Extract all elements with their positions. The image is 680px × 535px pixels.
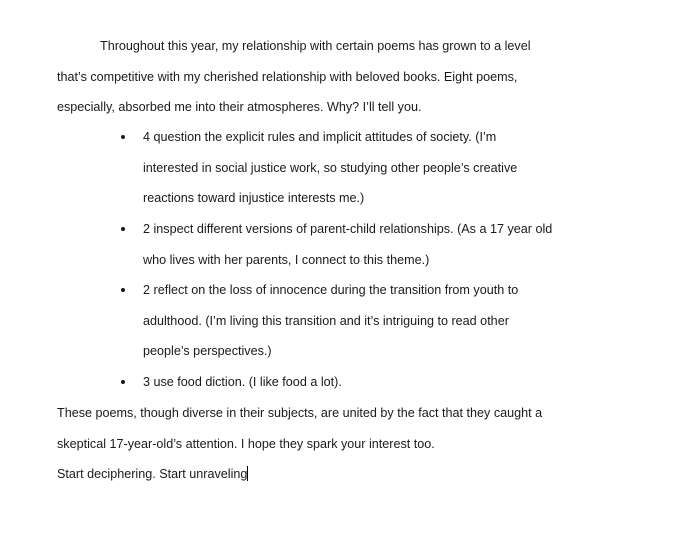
closing-line-3 [57,466,248,482]
bullet-3-line-2: adulthood. (I’m living this transition and it’s intriguing to read other [143,314,509,328]
bullet-marker-1 [121,135,125,139]
bullet-marker-2 [121,227,125,231]
bullet-3-line-3: people’s perspectives.) [143,344,272,358]
intro-line-3: especially, absorbed me into their atmospheres. Why? I’ll tell you. [57,100,422,114]
intro-line-2: that’s competitive with my cherished relationship with beloved books. Eight poems, [57,70,518,84]
text-cursor [247,466,248,481]
bullet-2-line-2: who lives with her parents, I connect to this theme.) [143,253,430,267]
bullet-1-line-3: reactions toward injustice interests me.) [143,191,365,205]
intro-line-1: Throughout this year, my relationship with certain poems has grown to a level [100,39,531,53]
bullet-1-line-2: interested in social justice work, so studying other people’s creative [143,161,518,175]
closing-line-1: These poems, though diverse in their subjects, are united by the fact that they caught a [57,406,543,420]
bullet-2-line-1: 2 inspect different versions of parent-child relationships. (As a 17 year old [143,222,553,236]
bullet-marker-3 [121,288,125,292]
bullet-3-line-1: 2 reflect on the loss of innocence during the transition from youth to [143,283,519,297]
bullet-marker-4 [121,380,125,384]
closing-line-2: skeptical 17-year-old’s attention. I hope they spark your interest too. [57,437,435,451]
bullet-1-line-1: 4 question the explicit rules and implicit attitudes of society. (I’m [143,130,497,144]
closing-line-3-text: Start deciphering. Start unraveling [57,467,248,481]
bullet-4-line-1: 3 use food diction. (I like food a lot). [143,375,342,389]
